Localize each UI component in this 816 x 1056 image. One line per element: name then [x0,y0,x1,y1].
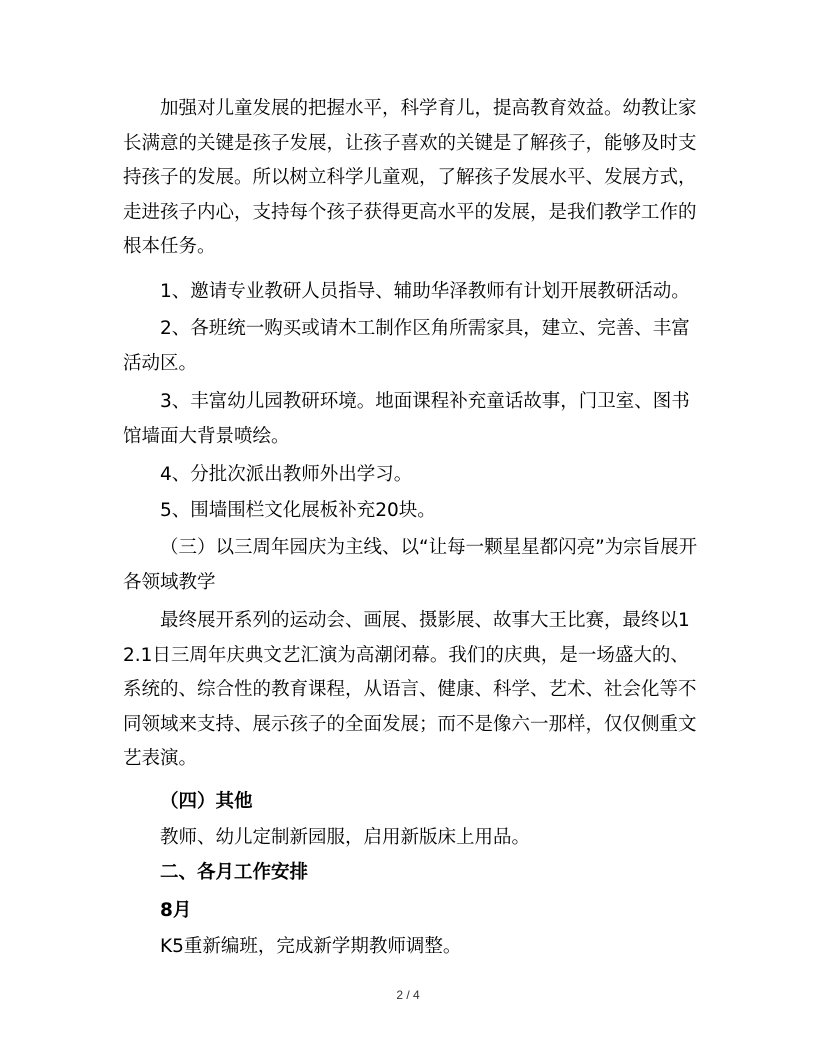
paragraph-celebration: 最终展开系列的运动会、画展、摄影展、故事大王比赛，最终以12.1日三周年庆典文艺汇演为高潮闭幕。我们的庆典，是一场盛大的、系统的、综合性的教育课程，从语言、健康、科学、艺术、社会化等不同领域来支持、展示孩子的全面发展；而不是像六一那样，仅仅侧重文艺表演。 [123,610,697,769]
section-heading-4: （四）其他 [160,791,253,812]
list-item-1: 1、邀请专业教研人员指导、辅助华泽教师有计划开展教研活动。 [160,281,690,302]
list-item-5: 5、围墙围栏文化展板补充20块。 [160,500,436,521]
list-item-3: 3、丰富幼儿园教研环境。地面课程补充童话故事，门卫室、图书馆墙面大背景喷绘。 [123,391,690,447]
page-number: 2 / 4 [396,988,420,1002]
paragraph-august: K5重新编班，完成新学期教师调整。 [160,936,462,957]
paragraph-intro: 加强对儿童发展的把握水平，科学育儿，提高教育效益。幼教让家长满意的关键是孩子发展，让孩子喜欢的关键是了解孩子，能够及时支持孩子的发展。所以树立科学儿童观，了解孩子发展水平、发展方式，走进孩子内心，支持每个孩子获得更高水平的发展，是我们教学工作的根本任务。 [123,98,697,257]
section-heading-monthly: 二、各月工作安排 [160,862,309,883]
paragraph-other: 教师、幼儿定制新园服，启用新版床上用品。 [160,827,531,848]
month-heading-august: 8月 [160,900,192,921]
list-item-4: 4、分批次派出教师外出学习。 [160,464,413,485]
section-heading-3: （三）以三周年园庆为主线、以“让每一颗星星都闪亮”为宗旨展开各领域教学 [123,537,698,593]
list-item-2: 2、各班统一购买或请木工制作区角所需家具，建立、完善、丰富活动区。 [123,318,690,374]
